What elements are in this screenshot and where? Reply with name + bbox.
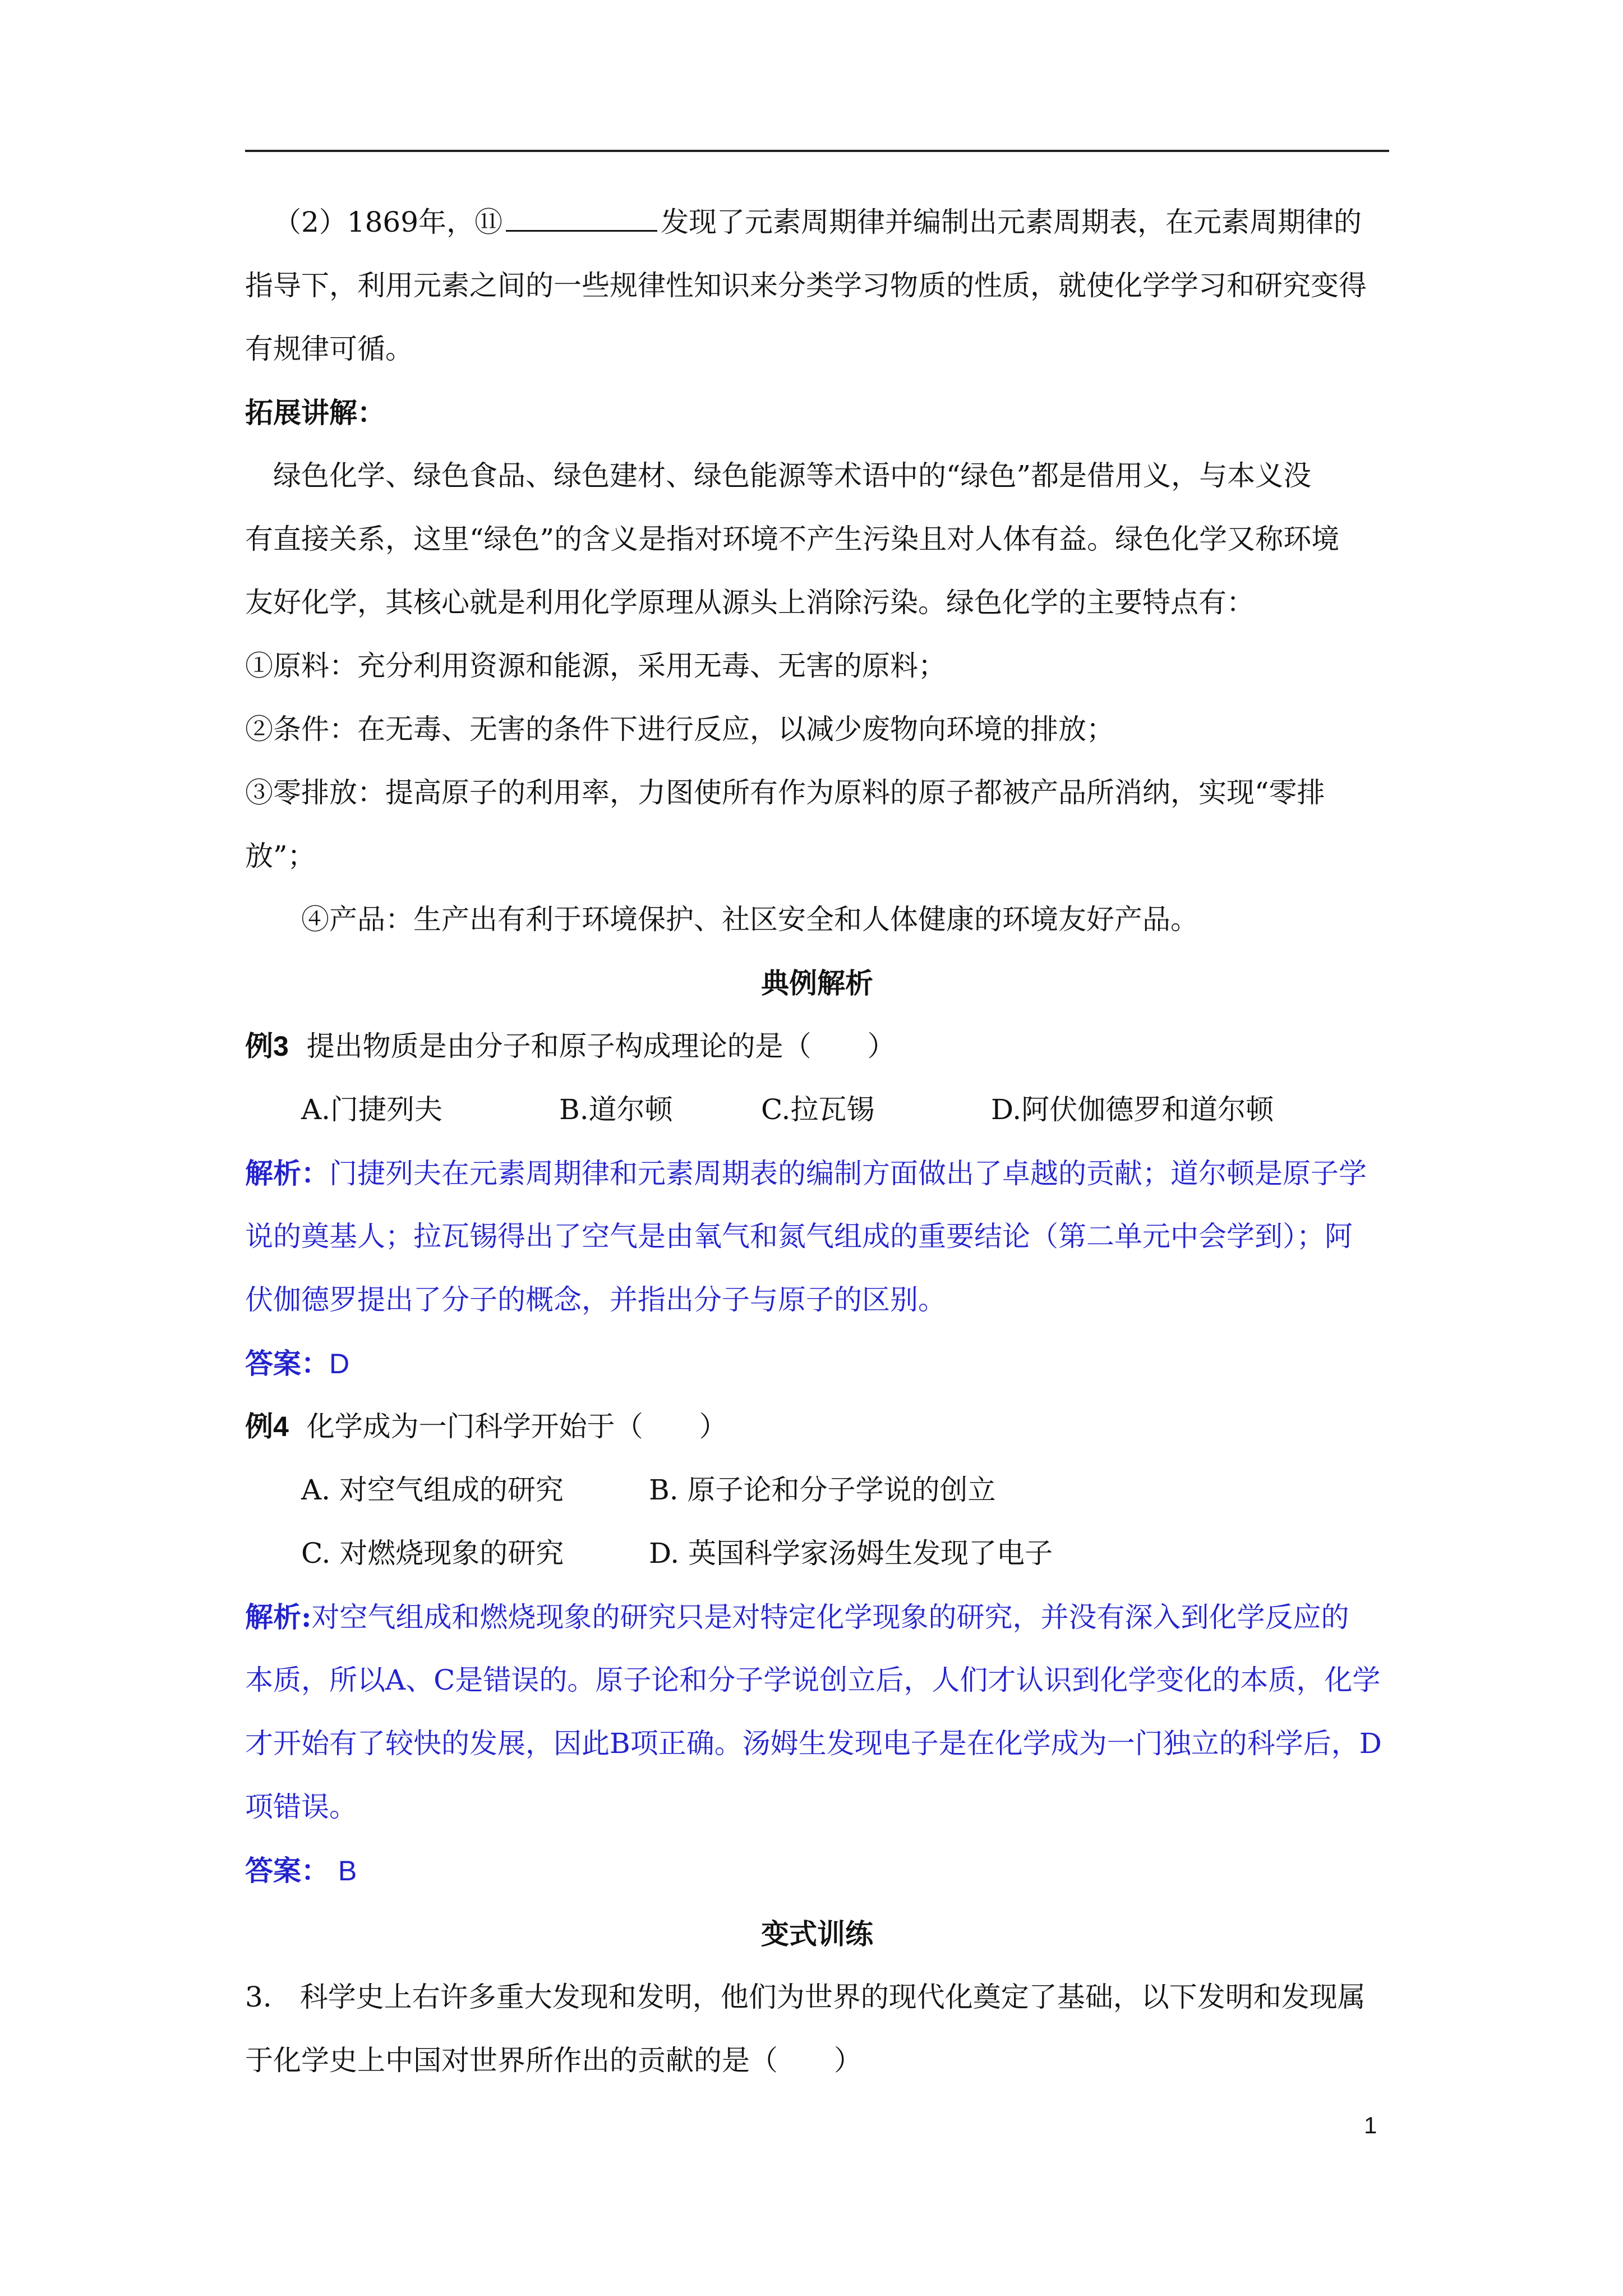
example-label: 例4	[245, 1411, 289, 1442]
example-label: 例3	[245, 1030, 289, 1062]
example4-analysis-line3: 才开始有了较快的发展，因此B项正确。汤姆生发现电子是在化学成为一门独立的科学后，D	[245, 1727, 1382, 1760]
example3-answer	[245, 1332, 1389, 1395]
analysis-label: 解析：	[245, 1157, 329, 1190]
example3-analysis-line3: 伏伽德罗提出了分子的概念，并指出分子与原子的区别。	[245, 1283, 946, 1316]
text: 发现了元素周期律并编制出元素周期表，在元素周期律的	[661, 206, 1362, 238]
feature-item-2: ②条件：在无毒、无害的条件下进行反应，以减少废物向环境的排放；	[245, 713, 1114, 746]
analysis-label: 解析:	[245, 1600, 312, 1634]
text: （2）1869年，	[273, 206, 475, 238]
answer-value: B	[338, 1855, 357, 1887]
example4-analysis-line2: 本质，所以A、C是错误的。原子论和分子学说创立后，人们才认识到化学变化的本质，化学	[245, 1664, 1381, 1696]
section1-line2: 指导下，利用元素之间的一些规律性知识来分类学习物质的性质，就使化学学习和研究变得	[245, 269, 1367, 302]
extension-heading: 拓展讲解：	[245, 396, 385, 429]
example4-options-row1	[245, 1458, 1389, 1522]
option-a[interactable]: A. 对空气组成的研究	[301, 1474, 564, 1506]
option-d[interactable]: D. 英国科学家汤姆生发现了电子	[649, 1537, 1053, 1570]
example3-question	[245, 1015, 1389, 1078]
feature-item-1: ①原料：充分利用资源和能源，采用无毒、无害的原料；	[245, 650, 946, 682]
example4-analysis-line1	[245, 1585, 1389, 1649]
extension-paragraph-line1: 绿色化学、绿色食品、绿色建材、绿色能源等术语中的“绿色”都是借用义，与本义没	[273, 459, 1312, 492]
answer-label: 答案：	[245, 1347, 329, 1380]
header-rule	[245, 150, 1389, 152]
option-c[interactable]: C.拉瓦锡	[761, 1093, 875, 1126]
example4-answer	[245, 1839, 1389, 1902]
feature-item-3: ③零排放：提高原子的利用率，力图使所有作为原料的原子都被产品所消纳，实现“零排	[245, 776, 1325, 809]
feature-item-4: ④产品：生产出有利于环境保护、社区安全和人体健康的环境友好产品。	[301, 903, 1198, 936]
example3-options	[245, 1078, 1389, 1142]
extension-paragraph-line3: 友好化学，其核心就是利用化学原理从源头上消除污染。绿色化学的主要特点有：	[245, 586, 1255, 619]
feature-item-3-cont: 放”；	[245, 840, 316, 872]
example3-analysis-line2: 说的奠基人；拉瓦锡得出了空气是由氧气和氮气组成的重要结论（第二单元中会学到）；阿	[245, 1220, 1353, 1253]
example4-options-row2	[245, 1522, 1389, 1585]
extension-paragraph-line2: 有直接关系，这里“绿色”的含义是指对环境不产生污染且对人体有益。绿色化学又称环境	[245, 523, 1340, 555]
page-number: 1	[1364, 2112, 1377, 2138]
training-heading: 变式训练	[761, 1917, 873, 1950]
answer-value: D	[329, 1348, 350, 1379]
analysis-text: 门捷列夫在元素周期律和元素周期表的编制方面做出了卓越的贡献；道尔顿是原子学	[329, 1157, 1367, 1190]
option-a[interactable]: A.门捷列夫	[301, 1093, 443, 1126]
section1-line3: 有规律可循。	[245, 333, 413, 365]
question3-line1: 3. 科学史上右许多重大发现和发明，他们为世界的现代化奠定了基础，以下发明和发现属	[245, 1981, 1366, 2013]
examples-heading: 典例解析	[761, 967, 873, 1000]
option-c[interactable]: C. 对燃烧现象的研究	[301, 1537, 564, 1570]
document-body	[245, 191, 1389, 2092]
example3-analysis-line1	[245, 1142, 1389, 1205]
option-b[interactable]: B.道尔顿	[559, 1093, 673, 1126]
option-d[interactable]: D.阿伏伽德罗和道尔顿	[991, 1093, 1274, 1126]
question-text: 提出物质是由分子和原子构成理论的是（ ）	[306, 1030, 896, 1062]
example4-analysis-line4: 项错误。	[245, 1791, 357, 1823]
fill-in-blank[interactable]	[506, 208, 657, 232]
question3-line2: 于化学史上中国对世界所作出的贡献的是（ ）	[245, 2044, 862, 2077]
answer-label: 答案：	[245, 1854, 329, 1887]
circled-number-marker: ⑪	[474, 206, 503, 238]
question-text: 化学成为一门科学开始于（ ）	[306, 1410, 727, 1443]
section1-line1	[245, 191, 1389, 254]
example4-question	[245, 1395, 1389, 1458]
analysis-text: 对空气组成和燃烧现象的研究只是对特定化学现象的研究，并没有深入到化学反应的	[311, 1601, 1349, 1634]
option-b[interactable]: B. 原子论和分子学说的创立	[649, 1474, 996, 1506]
